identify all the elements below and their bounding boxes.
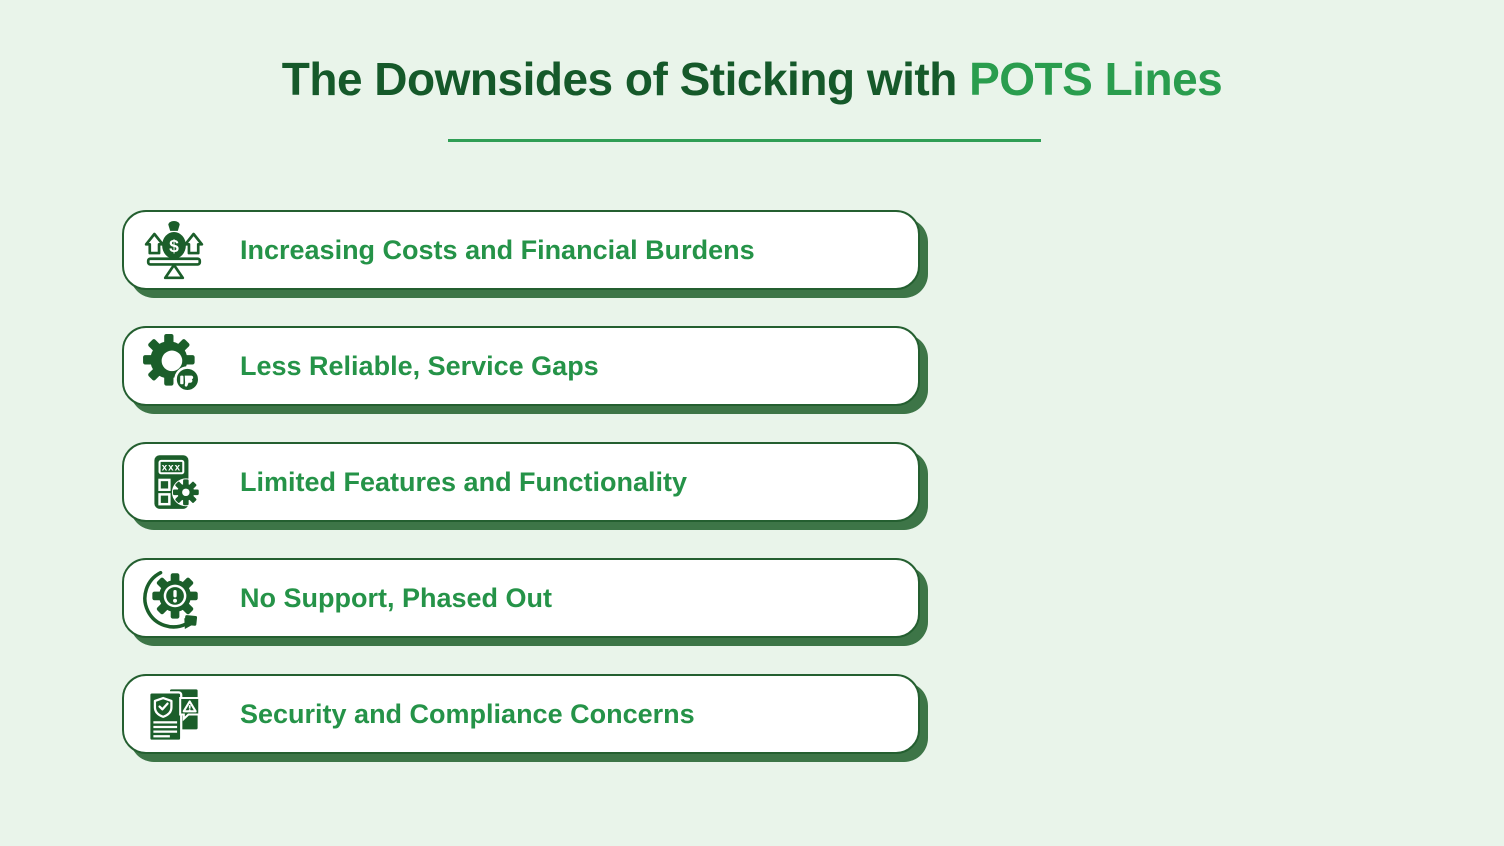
list-item-label: Security and Compliance Concerns (240, 698, 695, 729)
documents-shield-alert-icon (141, 681, 207, 747)
gear-alert-refresh-icon (141, 565, 207, 631)
calculator-gear-icon (141, 449, 207, 515)
money-bag-balance-icon (141, 217, 207, 283)
list-item-label: Less Reliable, Service Gaps (240, 350, 599, 381)
page-title (0, 52, 1504, 107)
page-title-accent: POTS Lines (969, 53, 1223, 105)
list-item-increasing-costs (122, 210, 920, 290)
list-item-label: Increasing Costs and Financial Burdens (240, 234, 755, 265)
dollar-glyph: $ (169, 235, 179, 256)
list-item-limited-features (122, 442, 920, 522)
list-item-less-reliable (122, 326, 920, 406)
list-item-label: No Support, Phased Out (240, 582, 553, 613)
gear-thumbs-down-icon (141, 333, 207, 399)
list-item-no-support (122, 558, 920, 638)
title-underline (448, 139, 1041, 142)
list-item-security-compliance (122, 674, 920, 754)
list-item-label: Limited Features and Functionality (240, 466, 688, 497)
calculator-display-text: xxx (161, 462, 182, 474)
page-title-main: The Downsides of Sticking with (281, 53, 957, 105)
